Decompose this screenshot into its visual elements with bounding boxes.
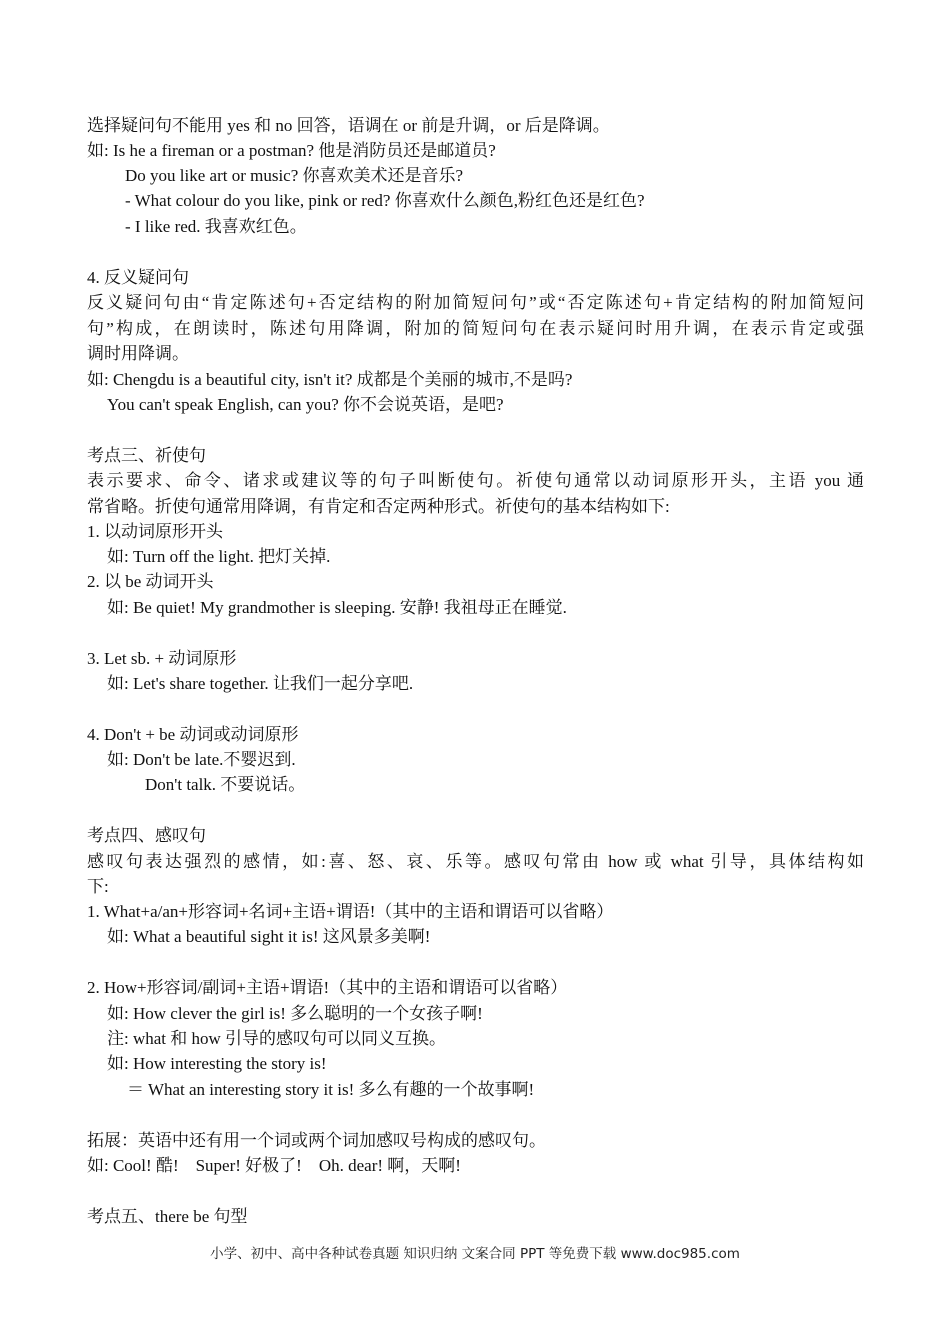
text-line: - What colour do you like, pink or red? 你喜欢什么颜色,粉红色还是红色? <box>125 191 645 210</box>
text-line: 如: Cool! 酷! Super! 好极了! Oh. dear! 啊，天啊! <box>87 1156 461 1175</box>
text-line: 如: How clever the girl is! 多么聪明的一个女孩子啊! <box>107 1004 483 1023</box>
section-heading: 考点三、祈使句 <box>87 446 206 465</box>
text-line: 如: Chengdu is a beautiful city, isn't it? 成都是个美丽的城市,不是吗? <box>87 370 573 389</box>
text-line: 2. How+形容词/副词+主语+谓语!（其中的主语和谓语可以省略） <box>87 978 568 997</box>
text-line: 表示要求、命令、诸求或建议等的句子叫断使句。祈使句通常以动词原形开头，主语 you 通 <box>87 471 864 490</box>
section-heading: 考点四、感叹句 <box>87 826 206 845</box>
text-line: 如: Is he a fireman or a postman? 他是消防员还是邮道员? <box>87 141 496 160</box>
text-line: 反义疑问句由“肯定陈述句+否定结构的附加简短问句”或“否定陈述句+肯定结构的附加简短问 <box>87 293 864 312</box>
text-line: 注: what 和 how 引导的感叹句可以同义互换。 <box>107 1029 447 1048</box>
section-heading: 4. 反义疑问句 <box>87 268 189 287</box>
text-line: Don't talk. 不要说话。 <box>145 775 306 794</box>
text-line: 4. Don't + be 动词或动词原形 <box>87 725 299 744</box>
text-line: 如: Let's share together. 让我们一起分享吧. <box>107 674 414 693</box>
text-line: 如: Don't be late.不婴迟到. <box>107 750 296 769</box>
text-line: 如: How interesting the story is! <box>107 1054 327 1073</box>
text-line: 句”构成，在朗读时，陈述句用降调，附加的简短问句在表示疑问时用升调，在表示肯定或强 <box>87 319 864 338</box>
text-line: 如: Turn off the light. 把灯关掉. <box>107 547 331 566</box>
text-line: 下: <box>87 877 109 896</box>
text-line: You can't speak English, can you? 你不会说英语，是吧? <box>107 395 504 414</box>
text-line: - I like red. 我喜欢红色。 <box>125 217 307 236</box>
text-line: 选择疑问句不能用 yes 和 no 回答，语调在 or 前是升调，or 后是降调。 <box>87 116 610 135</box>
text-line: 2. 以 be 动词开头 <box>87 572 214 591</box>
text-line: 如: What a beautiful sight it is! 这风景多美啊! <box>107 927 431 946</box>
text-line: 如: Be quiet! My grandmother is sleeping. 安静! 我祖母正在睡觉. <box>107 598 567 617</box>
section-heading: 考点五、there be 句型 <box>87 1207 248 1226</box>
text-line: 1. 以动词原形开头 <box>87 522 223 541</box>
text-line: 调时用降调。 <box>87 344 189 363</box>
text-line: Do you like art or music? 你喜欢美术还是音乐? <box>125 166 464 185</box>
text-line: 常省略。折使句通常用降调，有肯定和否定两种形式。祈使句的基本结构如下: <box>87 497 670 516</box>
text-line: 3. Let sb. + 动词原形 <box>87 649 237 668</box>
text-line: 拓展：英语中还有用一个词或两个词加感叹号构成的感叹句。 <box>87 1131 546 1150</box>
text-line: 1. What+a/an+形容词+名词+主语+谓语!（其中的主语和谓语可以省略） <box>87 902 614 921</box>
text-line: ＝ What an interesting story it is! 多么有趣的一个故事啊! <box>127 1080 535 1099</box>
page-footer: 小学、初中、高中各种试卷真题 知识归纳 文案合同 PPT 等免费下载 www.doc985.com <box>210 1246 740 1262</box>
text-line: 感叹句表达强烈的感情，如:喜、怒、哀、乐等。感叹句常由 how 或 what 引导，具体结构如 <box>87 852 864 871</box>
